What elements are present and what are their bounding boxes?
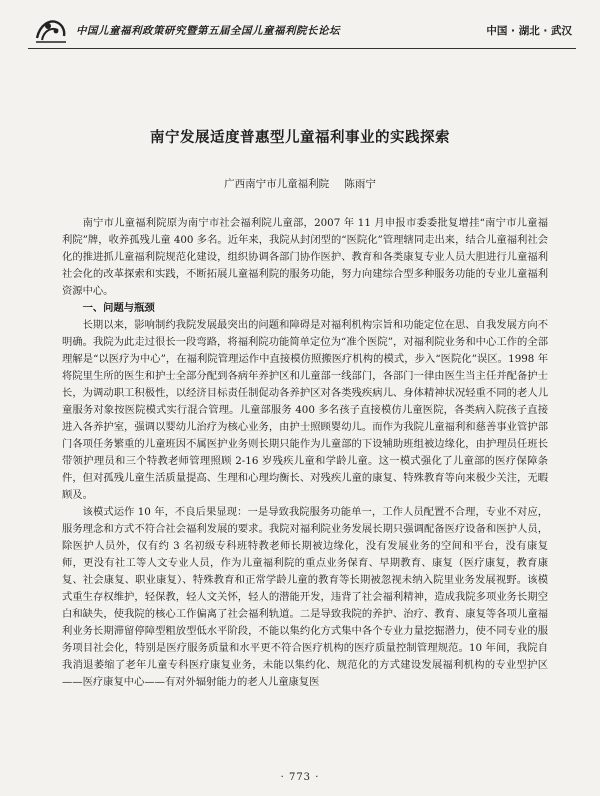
location-label: 中国 · 湖北 · 武汉 xyxy=(486,25,572,37)
page-number: · 773 · xyxy=(280,772,320,783)
paragraph: 该模式运作 10 年，不良后果显现：一是导致我院服务功能单一，工作人员配置不合理，专业不对应，服务理念和方式不符合社会福利发展的要求。我院对福利院业务发展长期只强调配备医疗设备和医护人员，除医护人员外，仅有约 3 名初级专科班特教老师长期被边缘化，没有发展业务的空间和平台，没有康复师，更没有社工等人文专业人员，作为儿童福利院的重点业务保育、早期教育、康复（医疗康复，教育康复、社会康复、职业康复）、特殊教育和正常学龄儿童的教育等长期被忽视未纳入院里业务发展视野。该模式重生存权维护，轻保教，轻人文关怀，轻人的潜能开发，违背了社会福利精神，造成我院多项业务长期空白和缺失，使我院的核心工作偏离了社会福利轨道。二是导致我院的养护、治疗、教育、康复等各项儿童福利业务长期滞留停障型粗放型低水平阶段，不能以集约化方式集中各个专业力量挖掘潜力，使不同专业的服务项目社会化，特别是医疗服务质量和水平更不符合医疗机构的医疗质量控制管理规范。10 年间，我院自我消退萎缩了老年儿童专科医疗康复业务，未能以集约化、规范化的方式建设发展福利机构的专业型护区——医疗康复中心——有对外辐射能力的老人儿童康复医 xyxy=(62,506,548,688)
paragraph: 长期以来，影响制约我院发展最突出的问题和障碍是对福利机构宗旨和功能定位在思、自我发展方向不明确。我院为此走过很长一段弯路，将福利院功能简单定位为“准个医院”，对福利院业务和中心工作的全部理解是“以医疗为中心”，在福利院管理运作中直接模仿照搬医疗机构的模式，步入“医院化”误区。1998 年将院里生所的医生和护士全部分配到各病年养护区和儿童部一线部门，各部门一律由医生当主任并配备护士长，为调动职工积极性，以经济目标责任制促动各养护区对各类残疾病儿、身体精神状况轻重不同的老人儿童服务对象按医院模式实行混合管理。儿童部服务 400 多名孩子直接模仿儿童医院，各类病入院孩子直接进入各养护室，强调以婴幼儿治疗为核心业务，由护士照顾婴幼儿。而作为我院儿童福利和慈善事业管护部门各项任务繁重的儿童班因不属医护业务则长期只能作为儿童部的下设辅助班组被边缘化，由护理员任班长带领护理员和三个特教老师管理照顾 2-16 岁残疾儿童和学龄儿童。这一模式强化了儿童部的医疗保障条件，但对孤残儿童生活质量提高、生理和心理均衡长、对残疾儿童的康复、特殊教育等向来极少关注，无暇顾及。 xyxy=(62,319,548,501)
author-name: 陈雨宁 xyxy=(344,178,376,190)
author-line xyxy=(0,176,600,191)
author-affiliation: 广西南宁市儿童福利院 xyxy=(224,178,330,190)
journal-title: 中国儿童福利政策研究暨第五届全国儿童福利院长论坛 xyxy=(76,25,340,37)
paragraph-intro: 南宁市儿童福利院原为南宁市社会福利院儿童部，2007 年 11 月申报市委委批复增挂“南宁市儿童福利院”牌，收养孤残儿童 400 多名。近年来，我院从封闭型的“医院化”管理辖同走出来，结合儿童福利社会化的推进抓儿童福利院规范化建设，组织协调各部门协作医护、教育和各类康复专业人员大胆进行儿童福利社会化的改革探索和实践，不断拓展儿童福利院的服务功能，努力向建综合型多种服务功能的专业儿童福利资源中心。 xyxy=(62,217,548,297)
running-header xyxy=(28,14,576,49)
article-body xyxy=(62,215,548,691)
section-heading: 一、问题与瓶颈 xyxy=(82,302,155,314)
forum-logo-icon xyxy=(34,16,68,44)
article-title: 南宁发展适度普惠型儿童福利事业的实践探索 xyxy=(150,129,450,146)
